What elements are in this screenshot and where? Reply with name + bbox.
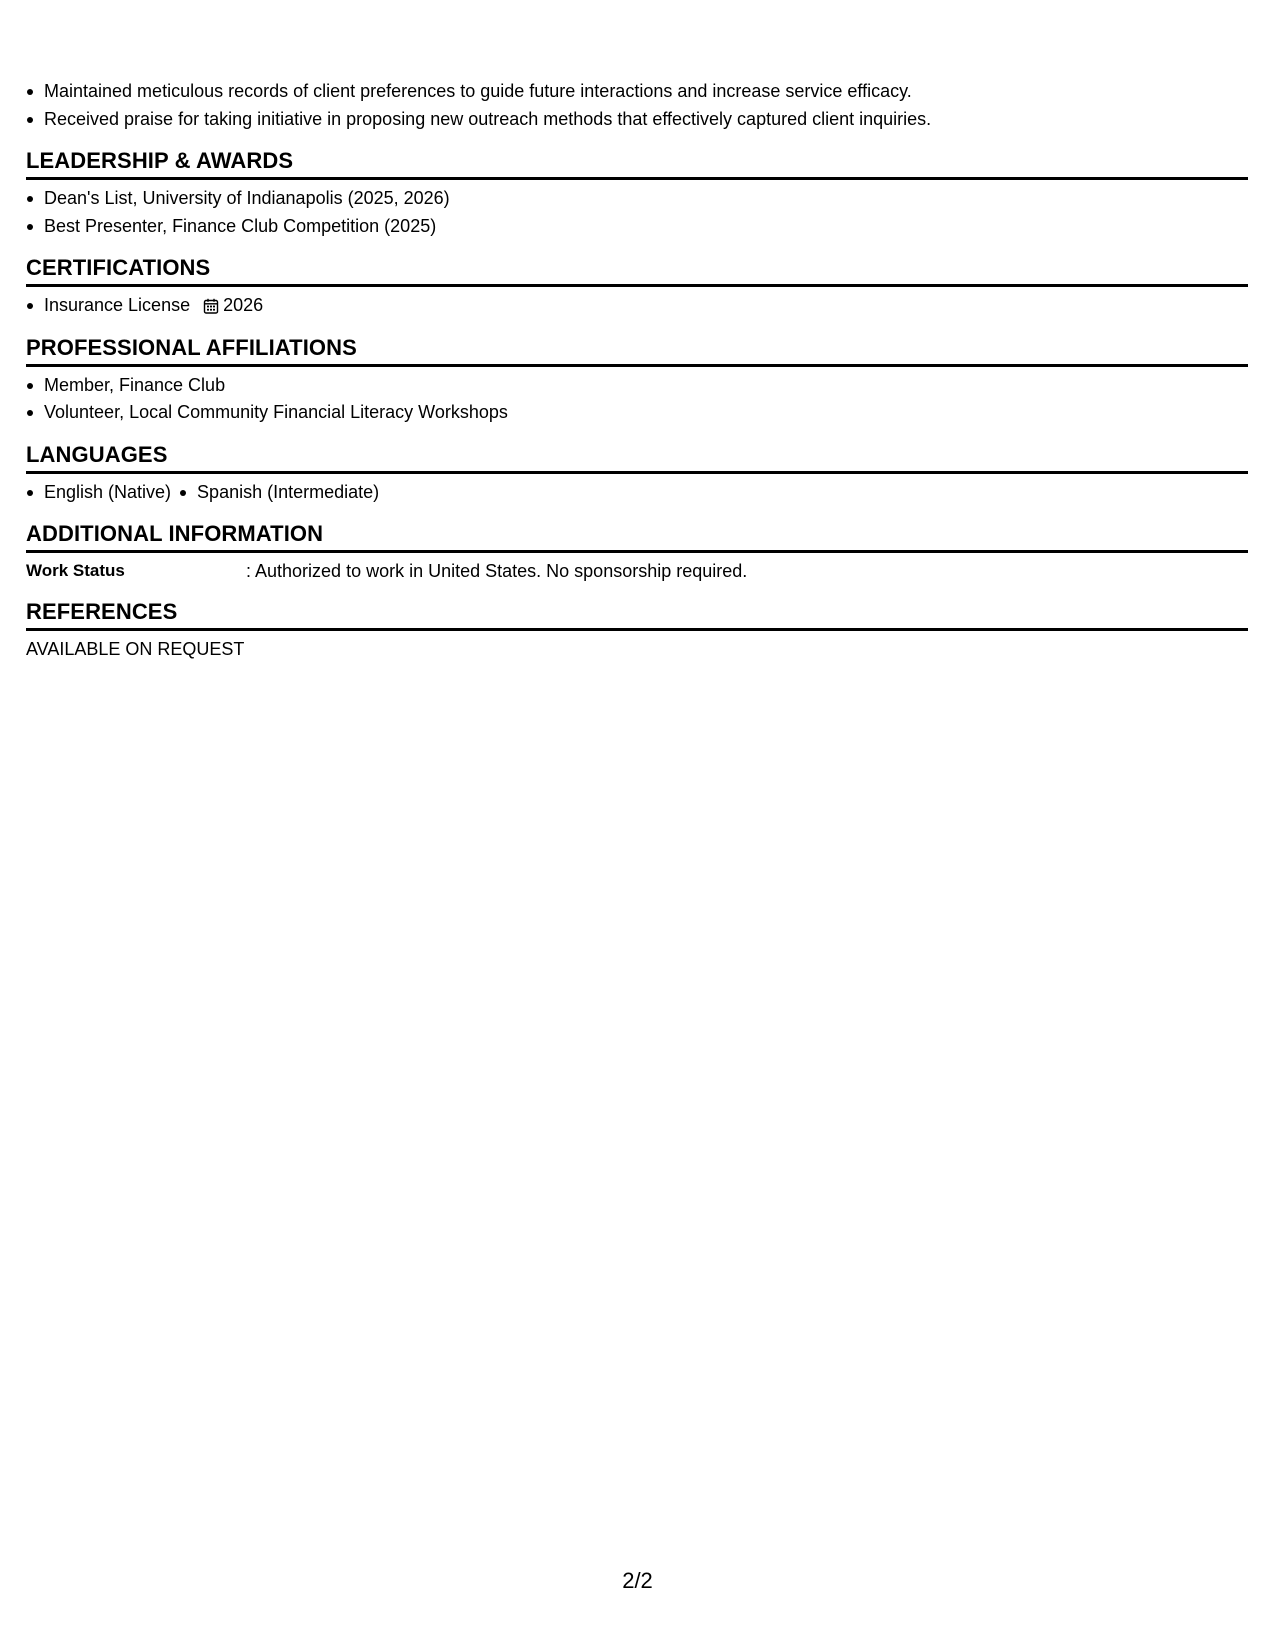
work-status-row [26,558,1248,584]
leadership-section [26,147,1248,240]
experience-bullet: Received praise for taking initiative in proposing new outreach methods that effectively captured client inquiries. [44,106,1248,134]
leadership-item: Dean's List, University of Indianapolis (2025, 2026) [44,185,1248,213]
resume-page [26,78,1248,662]
languages-section [26,441,1248,507]
calendar-icon [203,298,219,314]
section-title-additional-info: ADDITIONAL INFORMATION [26,520,1248,553]
languages-list [26,479,1248,507]
page-number: 2/2 [622,1568,653,1593]
references-text: AVAILABLE ON REQUEST [26,639,245,659]
references-section [26,598,1248,662]
section-title-languages: LANGUAGES [26,441,1248,474]
language-item: Spanish (Intermediate) [197,479,379,507]
work-status-value: : Authorized to work in United States. No sponsorship required. [246,561,748,581]
certifications-list [26,292,1248,320]
work-status-label: Work Status [26,561,125,580]
leadership-item: Best Presenter, Finance Club Competition (2025) [44,213,1248,241]
certification-name: Insurance License [44,295,191,315]
experience-bullet-list [26,78,1248,133]
section-title-references: REFERENCES [26,598,1248,631]
affiliations-list [26,372,1248,427]
affiliation-item: Volunteer, Local Community Financial Literacy Workshops [44,399,1248,427]
language-item: English (Native) [44,479,171,507]
leadership-list [26,185,1248,240]
certifications-section [26,254,1248,320]
section-title-certifications: CERTIFICATIONS [26,254,1248,287]
certification-year: 2026 [223,295,264,315]
additional-info-section [26,520,1248,584]
experience-bullet: Maintained meticulous records of client preferences to guide future interactions and increase service efficacy. [44,78,1248,106]
section-title-affiliations: PROFESSIONAL AFFILIATIONS [26,334,1248,367]
certification-item [44,292,1248,320]
certification-row [44,292,263,320]
affiliation-item: Member, Finance Club [44,372,1248,400]
section-title-leadership: LEADERSHIP & AWARDS [26,147,1248,180]
affiliations-section [26,334,1248,427]
